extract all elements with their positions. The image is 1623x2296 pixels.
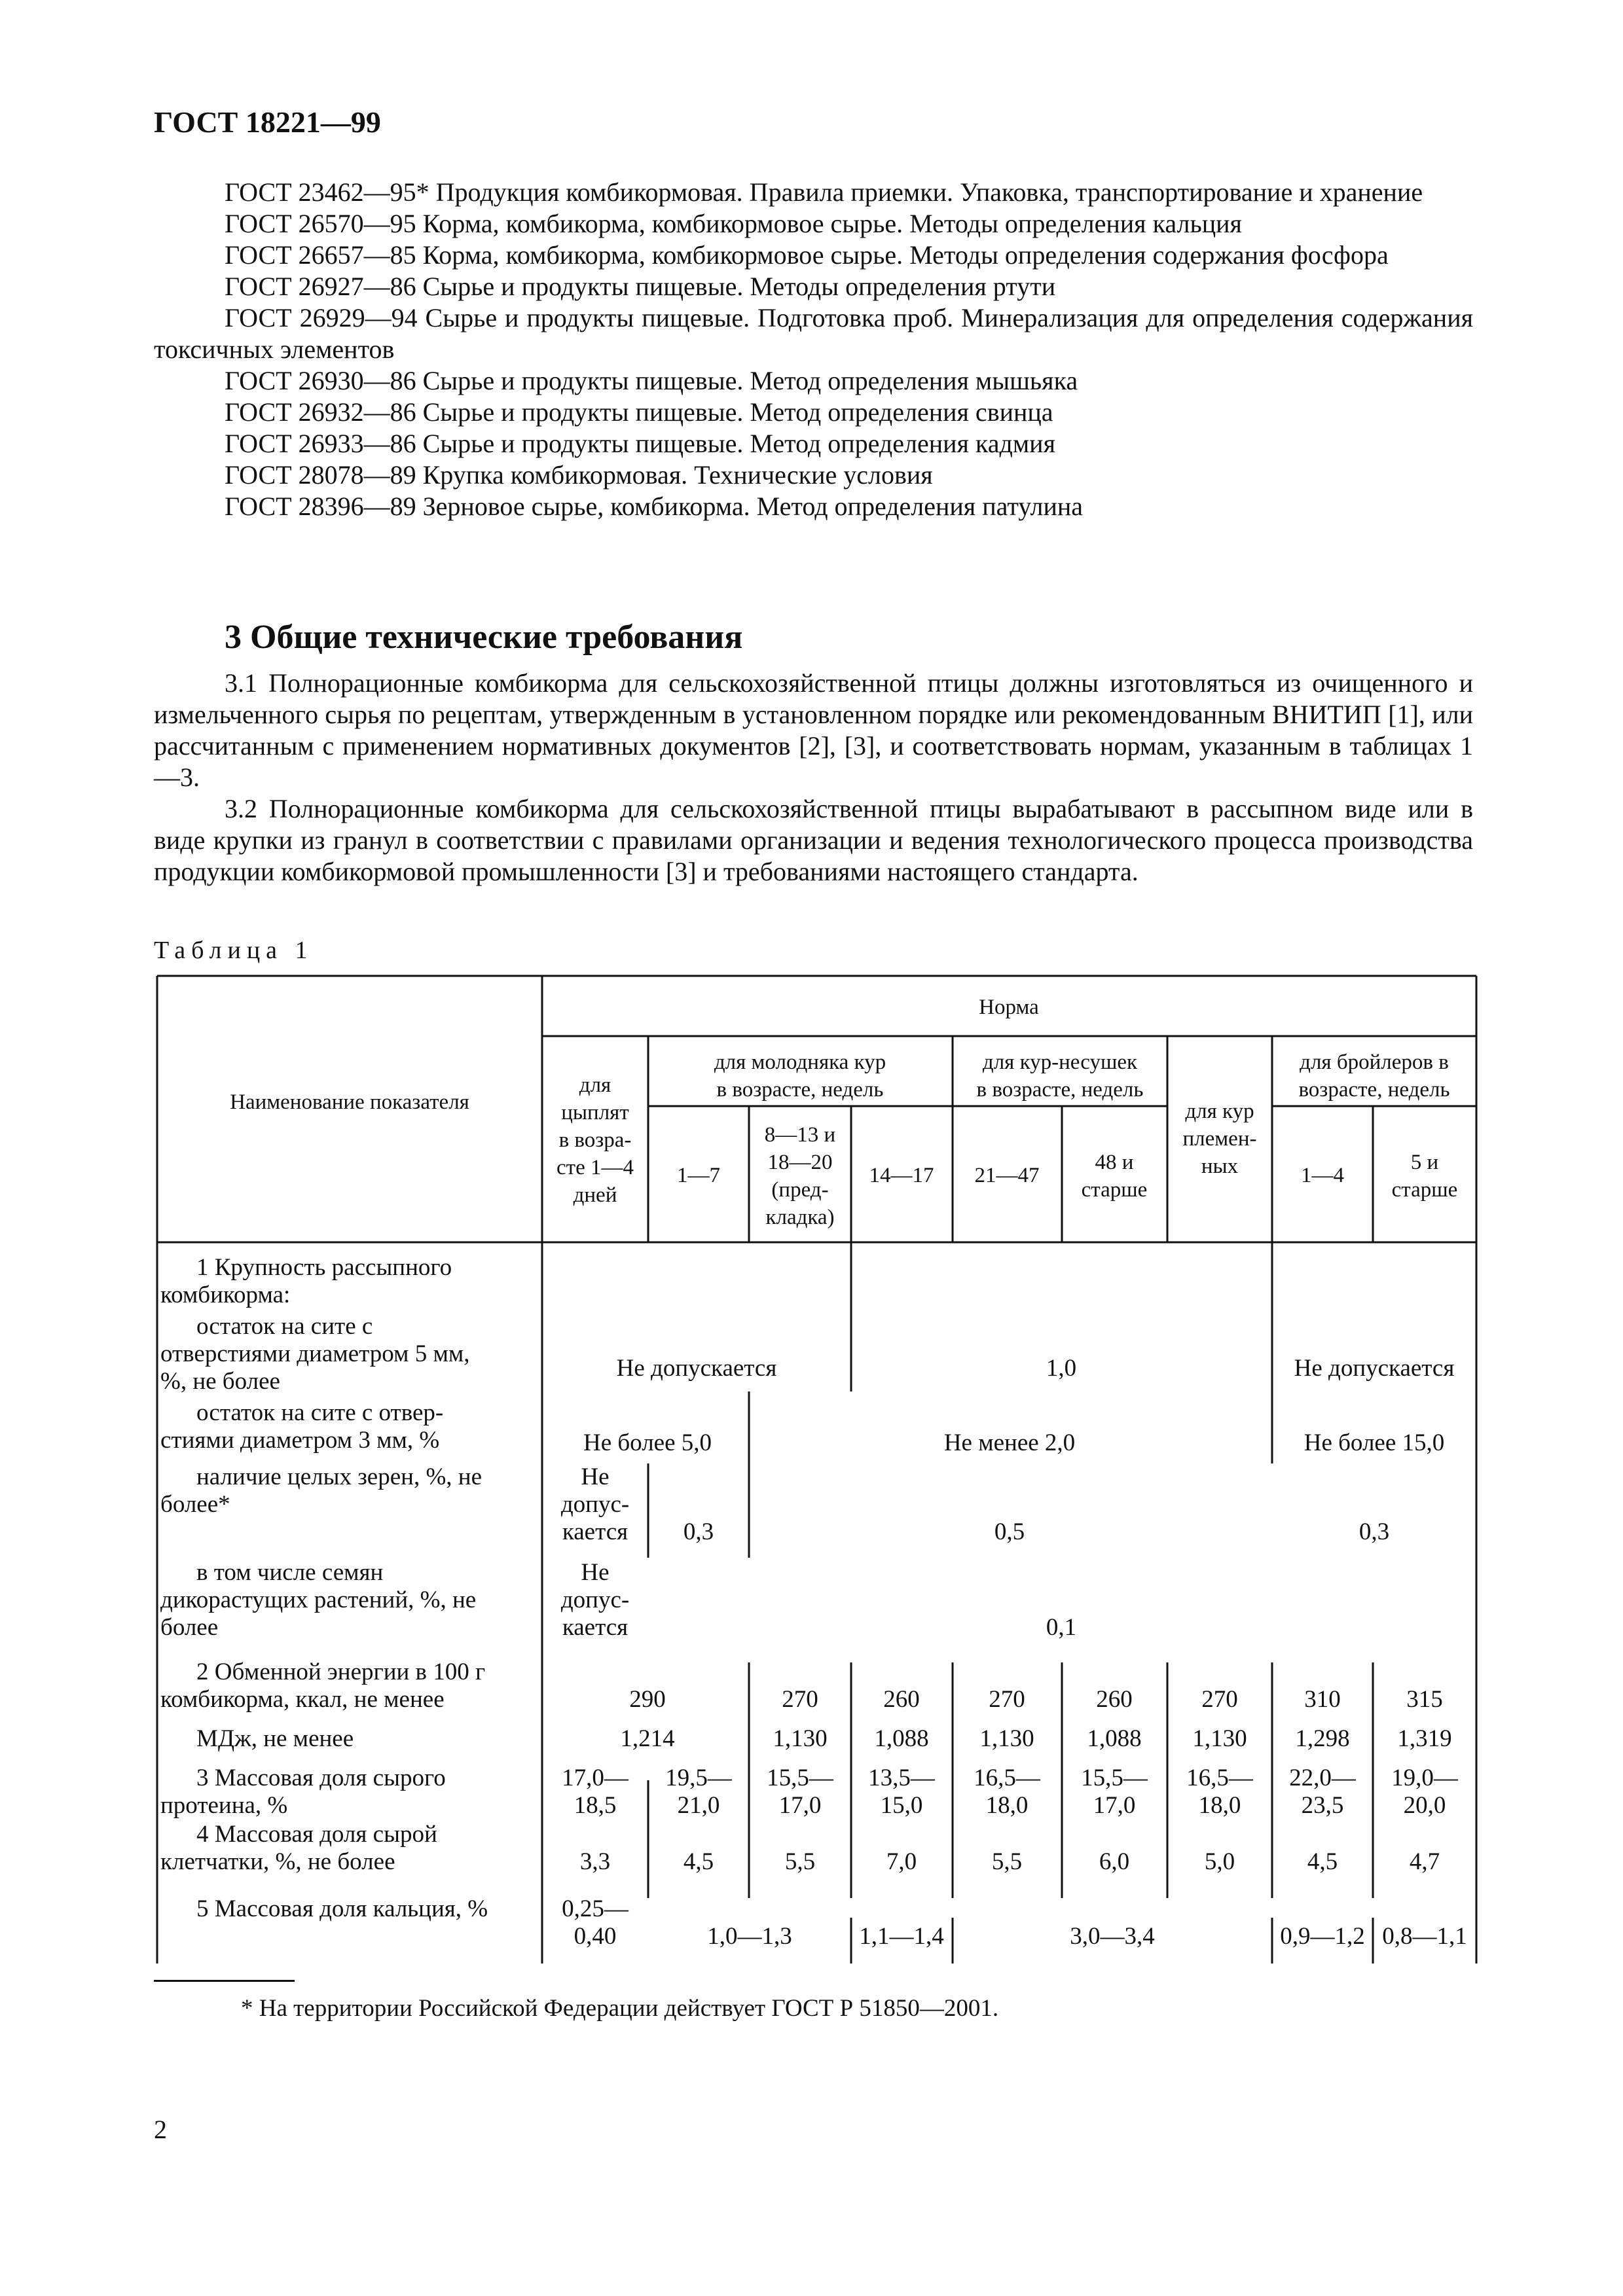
row-label-line: комбикорма, ккал, не менее bbox=[160, 1686, 445, 1713]
row-label-line: 3 Массовая доля сырого bbox=[196, 1765, 446, 1791]
header-line: для кур bbox=[1185, 1100, 1254, 1123]
table-cell: 270 bbox=[1201, 1686, 1238, 1713]
table-cell: 21,0 bbox=[677, 1792, 720, 1819]
row-label-line: остаток на сите с отвер- bbox=[196, 1399, 444, 1426]
table-cell: 0,40 bbox=[574, 1923, 617, 1950]
header-line: для bbox=[579, 1073, 611, 1097]
table-cell: Не допускается bbox=[1294, 1355, 1455, 1382]
table-cell: 0,1 bbox=[1046, 1614, 1077, 1641]
table-cell: 5,0 bbox=[1204, 1848, 1235, 1875]
table-cell: 15,5— bbox=[1081, 1765, 1148, 1791]
footnote: * На территории Российской Федерации действует ГОСТ Р 51850—2001. bbox=[241, 1995, 999, 2022]
row-1d bbox=[160, 1559, 1076, 1641]
table-cell: Не более 15,0 bbox=[1304, 1429, 1445, 1456]
table-cell: 3,3 bbox=[579, 1848, 611, 1875]
table-cell: 0,5 bbox=[994, 1518, 1025, 1545]
header-line: (пред- bbox=[771, 1178, 829, 1202]
row-1-label bbox=[160, 1254, 452, 1308]
header-line: для молодняка кур bbox=[714, 1050, 886, 1074]
table-cell: 13,5— bbox=[868, 1765, 935, 1791]
reference-item: ГОСТ 26570—95 Корма, комбикорма, комбикормовое сырье. Методы определения кальция bbox=[225, 209, 1242, 238]
table-cell: 4,7 bbox=[1409, 1848, 1440, 1875]
reference-item: ГОСТ 26933—86 Сырье и продукты пищевые. Метод определения кадмия bbox=[225, 429, 1055, 458]
table-cell: 1,214 bbox=[620, 1725, 675, 1752]
table-cell: 0,25— bbox=[562, 1895, 629, 1922]
table-cell: 310 bbox=[1304, 1686, 1341, 1713]
table-cell: 0,3 bbox=[683, 1518, 714, 1545]
row-label-line: отверстиями диаметром 5 мм, bbox=[160, 1340, 470, 1367]
header-line: дней bbox=[573, 1183, 617, 1207]
row-label-line: 5 Массовая доля кальция, % bbox=[196, 1895, 488, 1922]
table-cell: 17,0 bbox=[1093, 1792, 1136, 1819]
table-cell: 1,130 bbox=[773, 1725, 828, 1752]
row-label-line: более bbox=[160, 1614, 219, 1641]
header-line: 48 и bbox=[1095, 1151, 1134, 1174]
table-cell: 1,0—1,3 bbox=[707, 1923, 792, 1950]
col-header-chicks bbox=[556, 1073, 634, 1207]
row-label-line: комбикорма: bbox=[160, 1282, 291, 1308]
table-cell: 4,5 bbox=[683, 1848, 714, 1875]
table-cell: 17,0 bbox=[778, 1792, 822, 1819]
col-header-broilers-5 bbox=[1392, 1151, 1458, 1202]
reference-item: ГОСТ 28078—89 Крупка комбикормовая. Технические условия bbox=[225, 460, 933, 490]
header-line: племен- bbox=[1182, 1127, 1257, 1151]
table-cell: 5,5 bbox=[991, 1848, 1023, 1875]
row-2b bbox=[196, 1725, 1452, 1752]
row-label-line: в том числе семян bbox=[196, 1559, 384, 1586]
table-cell: 20,0 bbox=[1403, 1792, 1446, 1819]
page-header: ГОСТ 18221—99 bbox=[154, 105, 381, 139]
table-cell: 270 bbox=[782, 1686, 818, 1713]
table-cell: 0,8—1,1 bbox=[1382, 1923, 1467, 1950]
table-cell: 1,0 bbox=[1046, 1355, 1077, 1382]
col-header-young-8-13 bbox=[765, 1123, 835, 1229]
table-cell: 1,319 bbox=[1397, 1725, 1452, 1752]
table-cell: 15,5— bbox=[767, 1765, 833, 1791]
row-label-line: более* bbox=[160, 1491, 230, 1518]
table-cell: кается bbox=[562, 1614, 629, 1641]
paragraph-3-2: 3.2 Полнорационные комбикорма для сельскохозяйственной птицы вырабатывают в рассыпном виде или в виде крупки из гранул в соответствии с правилами организации и ведения технологического процесса производства продукции комбикормовой промышленности [3] и требованиями настоящего стандарта. bbox=[154, 794, 1473, 886]
table-cell: 260 bbox=[883, 1686, 920, 1713]
table-cell: 1,1—1,4 bbox=[859, 1923, 944, 1950]
table-cell: 16,5— bbox=[974, 1765, 1040, 1791]
table-cell: 1,298 bbox=[1295, 1725, 1350, 1752]
row-label-line: наличие целых зерен, %, не bbox=[196, 1463, 482, 1490]
table-cell: 1,088 bbox=[874, 1725, 929, 1752]
page-number: 2 bbox=[154, 2115, 167, 2144]
reference-item: ГОСТ 26657—85 Корма, комбикорма, комбикормовое сырье. Методы определения содержания фосфора bbox=[225, 240, 1389, 270]
reference-item: ГОСТ 28396—89 Зерновое сырье, комбикорма. Метод определения патулина bbox=[225, 492, 1084, 521]
row-label-line: дикорастущих растений, %, не bbox=[160, 1587, 477, 1613]
row-2 bbox=[160, 1659, 1443, 1713]
table-cell: 17,0— bbox=[562, 1765, 629, 1791]
table-cell: 18,0 bbox=[985, 1792, 1029, 1819]
row-1c bbox=[160, 1463, 1389, 1545]
header-line: цыплят bbox=[561, 1101, 629, 1124]
table-cell: 1,130 bbox=[979, 1725, 1034, 1752]
col-header-layers-48 bbox=[1082, 1151, 1148, 1202]
table-cell: 18,5 bbox=[574, 1792, 617, 1819]
row-label-line: остаток на сите с bbox=[196, 1313, 373, 1340]
reference-item: ГОСТ 23462—95* Продукция комбикормовая. Правила приемки. Упаковка, транспортирование и хранение bbox=[225, 177, 1423, 207]
table-cell: 7,0 bbox=[886, 1848, 917, 1875]
table-cell: 270 bbox=[989, 1686, 1025, 1713]
table-cell: Не bbox=[581, 1463, 610, 1490]
header-line: сте 1—4 bbox=[556, 1156, 634, 1179]
paragraph-3-1: 3.1 Полнорационные комбикорма для сельскохозяйственной птицы должны изготовляться из очищенного и измельченного сырья по рецептам, утвержденным в установленном порядке или рекомендованным ВНИТИП [1], или рассчитанным с применением нормативных документов [2], [3], и соответствовать нормам, указанным в таблицах 1—3. bbox=[154, 668, 1473, 792]
row-label-line: %, не более bbox=[160, 1368, 280, 1395]
table-cell: 15,0 bbox=[880, 1792, 923, 1819]
table-cell: 16,5— bbox=[1186, 1765, 1253, 1791]
row-label-line: 2 Обменной энергии в 100 г bbox=[196, 1659, 486, 1685]
header-line: для бройлеров в bbox=[1300, 1050, 1449, 1074]
table-cell: Не допускается bbox=[616, 1355, 777, 1382]
row-label-line: МДж, не менее bbox=[196, 1725, 354, 1752]
col-header-young bbox=[714, 1050, 886, 1102]
header-line: в возрасте, недель bbox=[716, 1078, 884, 1102]
header-line: 8—13 и bbox=[764, 1123, 836, 1147]
table-cell: Не bbox=[581, 1559, 610, 1586]
table-cell: 22,0— bbox=[1289, 1765, 1356, 1791]
reference-item: ГОСТ 26927—86 Сырье и продукты пищевые. Методы определения ртути bbox=[225, 272, 1056, 301]
table-cell: 6,0 bbox=[1099, 1848, 1130, 1875]
table-caption: Таблица 1 bbox=[154, 937, 314, 964]
table-cell: допус- bbox=[560, 1587, 630, 1613]
header-line: старше bbox=[1081, 1178, 1148, 1202]
table-cell: 0,9—1,2 bbox=[1280, 1923, 1365, 1950]
row-3 bbox=[160, 1765, 1459, 1819]
table-cell: 315 bbox=[1406, 1686, 1443, 1713]
row-label-line: 4 Массовая доля сырой bbox=[196, 1821, 437, 1848]
row-1a bbox=[160, 1313, 1454, 1395]
table-cell: 5,5 bbox=[784, 1848, 816, 1875]
table-cell: 19,0— bbox=[1391, 1765, 1458, 1791]
reference-item: ГОСТ 26932—86 Сырье и продукты пищевые. Метод определения свинца bbox=[225, 397, 1053, 427]
col-header-layers bbox=[977, 1050, 1144, 1102]
table-cell: кается bbox=[562, 1518, 629, 1545]
table-cell: допус- bbox=[560, 1491, 630, 1518]
table-cell: 3,0—3,4 bbox=[1070, 1923, 1155, 1950]
col-header-broilers-1-4: 1—4 bbox=[1301, 1164, 1344, 1187]
row-1b bbox=[160, 1399, 1444, 1456]
row-label-line: 1 Крупность рассыпного bbox=[196, 1254, 452, 1281]
table-cell: 1,130 bbox=[1192, 1725, 1247, 1752]
reference-item: ГОСТ 26929—94 Сырье и продукты пищевые. Подготовка проб. Минерализация для определения содержания токсичных элементов bbox=[154, 303, 1473, 364]
row-label-line: клетчатки, %, не более bbox=[160, 1848, 395, 1875]
table-cell: 23,5 bbox=[1301, 1792, 1344, 1819]
header-line: кладка) bbox=[765, 1206, 835, 1229]
col-header-young-1-7: 1—7 bbox=[677, 1164, 720, 1187]
row-4 bbox=[160, 1821, 1440, 1875]
header-line: для кур-несушек bbox=[982, 1050, 1138, 1074]
table-cell: 1,088 bbox=[1087, 1725, 1142, 1752]
table-cell: 18,0 bbox=[1198, 1792, 1241, 1819]
col-header-young-14-17: 14—17 bbox=[869, 1164, 934, 1187]
header-line: старше bbox=[1391, 1178, 1458, 1202]
header-line: в возра- bbox=[558, 1128, 632, 1152]
row-label-line: стиями диаметром 3 мм, % bbox=[160, 1427, 440, 1454]
table-cell: 0,3 bbox=[1359, 1518, 1390, 1545]
table-cell: Не более 5,0 bbox=[583, 1429, 712, 1456]
section-title: 3 Общие технические требования bbox=[225, 619, 743, 656]
col-header-indicator: Наименование показателя bbox=[230, 1090, 469, 1114]
footnote-rule bbox=[154, 1980, 295, 1982]
header-line: в возрасте, недель bbox=[976, 1078, 1144, 1102]
col-header-norm: Норма bbox=[979, 996, 1039, 1019]
table-cell: 290 bbox=[629, 1686, 666, 1713]
row-label-line: протеина, % bbox=[160, 1792, 288, 1819]
table-cell: Не менее 2,0 bbox=[943, 1429, 1076, 1456]
header-line: 5 и bbox=[1410, 1151, 1439, 1174]
col-header-layers-21-47: 21—47 bbox=[974, 1164, 1040, 1187]
col-header-breeding bbox=[1183, 1100, 1257, 1178]
header-line: 18—20 bbox=[767, 1151, 833, 1174]
reference-item: ГОСТ 26930—86 Сырье и продукты пищевые. Метод определения мышьяка bbox=[225, 366, 1078, 395]
col-header-broilers bbox=[1298, 1050, 1450, 1102]
table-cell: 4,5 bbox=[1307, 1848, 1338, 1875]
row-5 bbox=[196, 1895, 1467, 1950]
table-cell: 19,5— bbox=[665, 1765, 732, 1791]
header-line: возрасте, недель bbox=[1298, 1078, 1450, 1102]
table-cell: 260 bbox=[1096, 1686, 1133, 1713]
header-line: ных bbox=[1201, 1155, 1239, 1178]
